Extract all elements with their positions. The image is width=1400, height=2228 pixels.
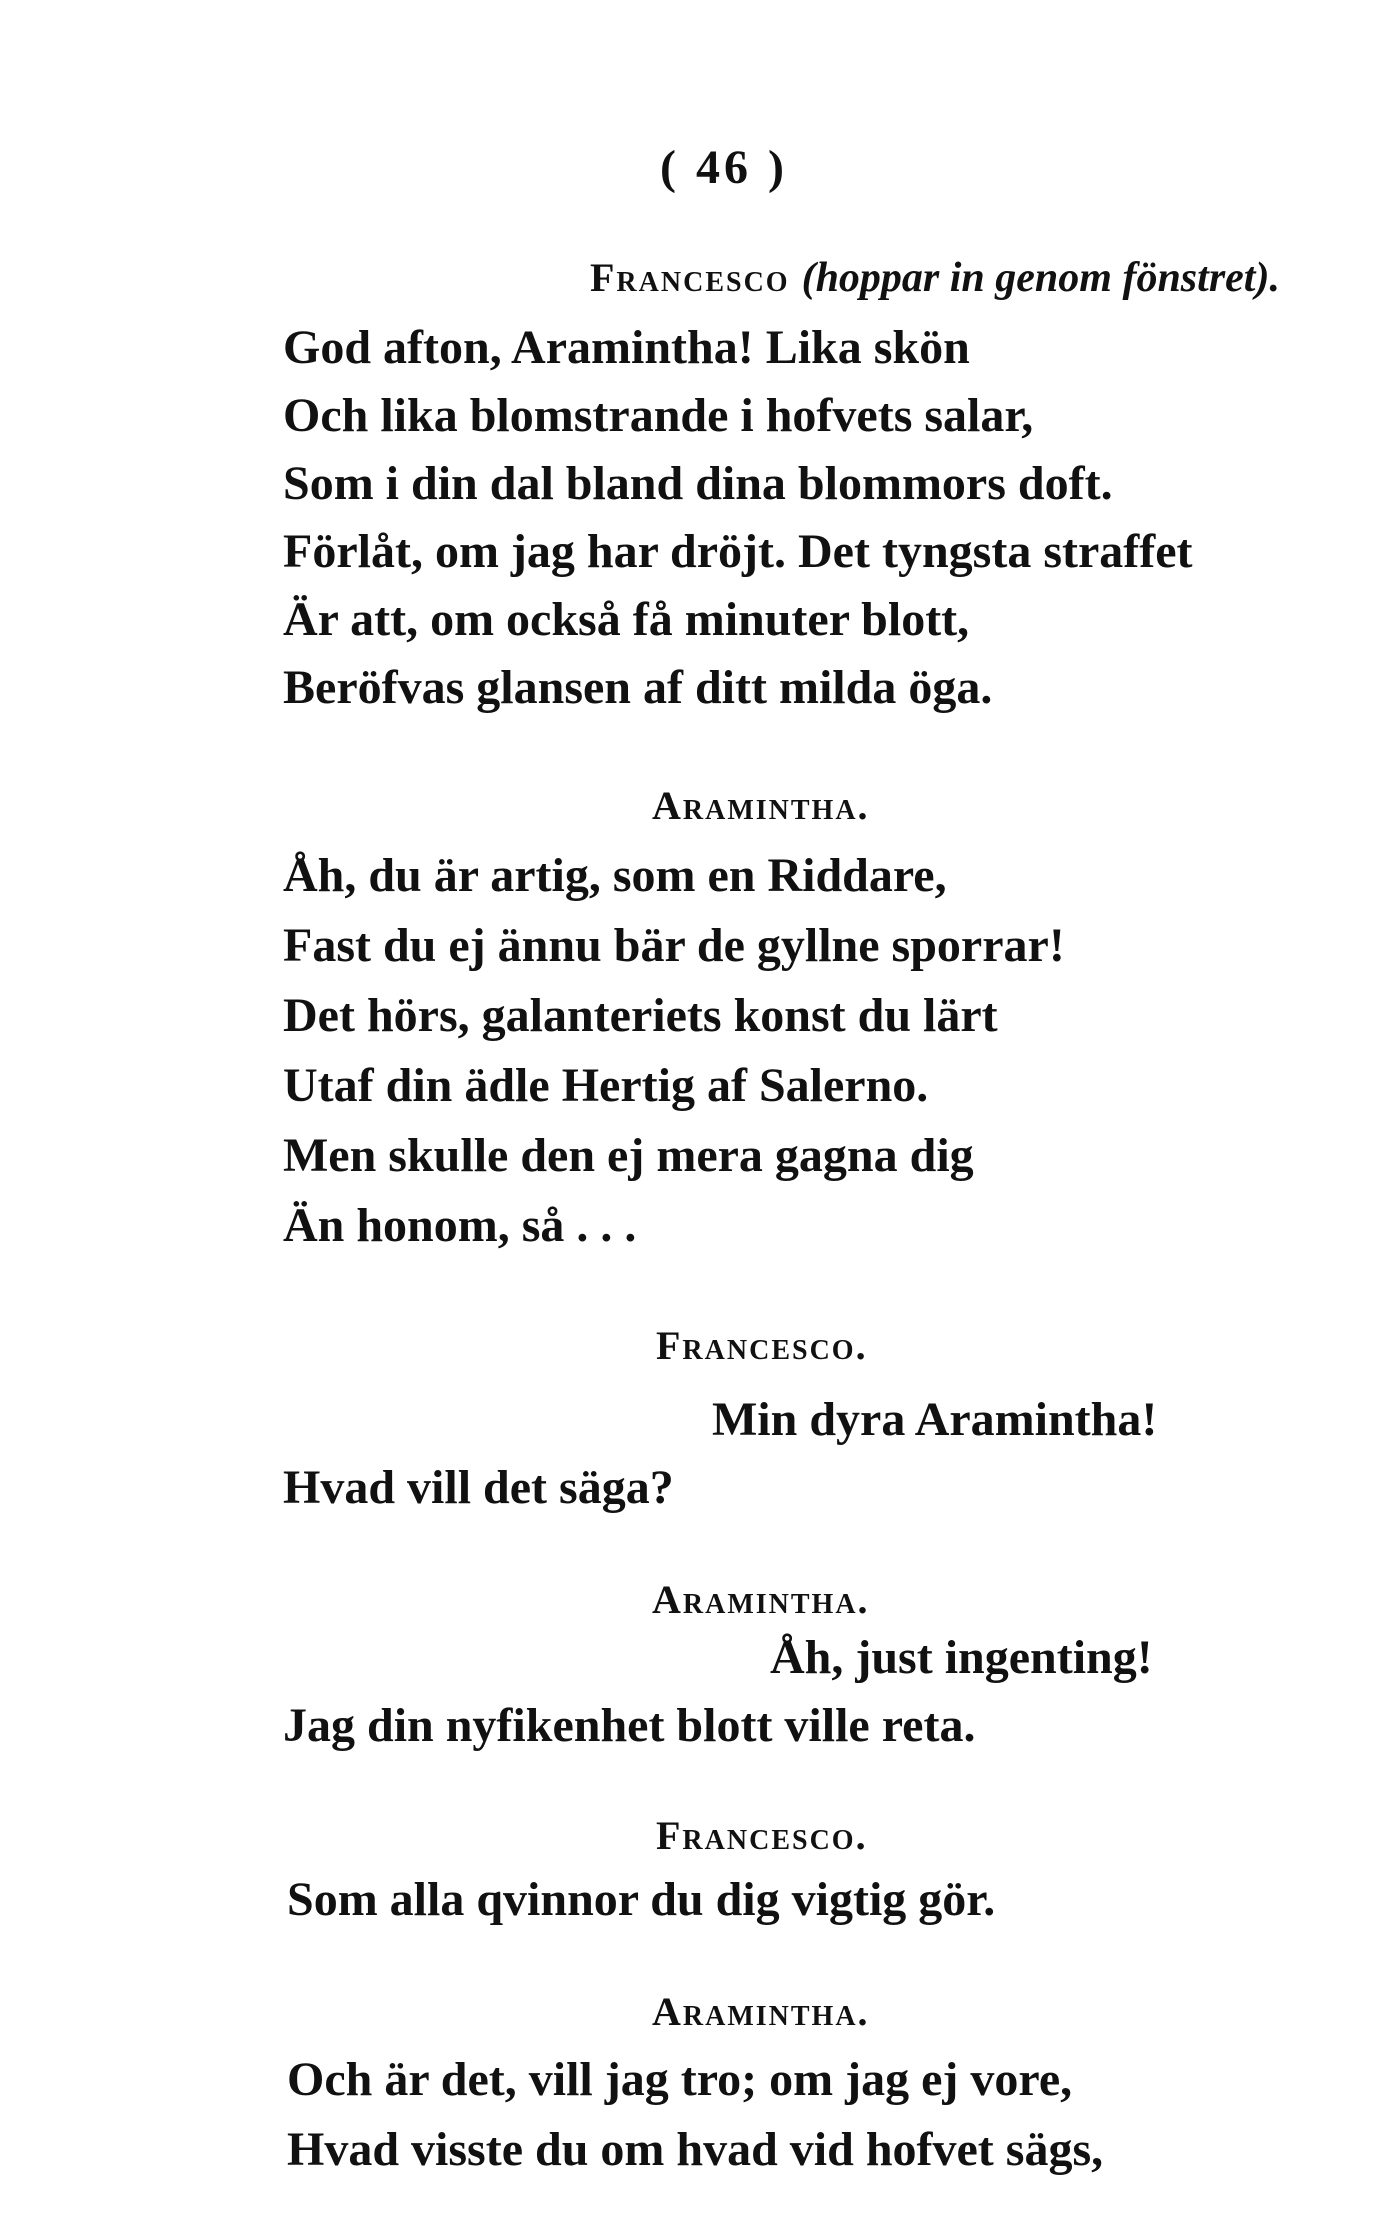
verse-line: Som i din dal bland dina blommors doft. [283, 457, 1113, 510]
verse-line: Hvad visste du om hvad vid hofvet sägs, [287, 2123, 1104, 2176]
stage-direction: (hoppar in genom fönstret). [801, 255, 1280, 301]
speaker-name: Araminthа. [652, 1577, 870, 1622]
speaker-name: Francesco [590, 255, 790, 300]
verse-line: Åh, du är artig, som en Riddare, [283, 849, 947, 902]
verse-line: Beröfvas glansen af ditt milda öga. [283, 661, 993, 714]
verse-line: Är att, om också få minuter blott, [283, 593, 970, 646]
verse-line: Hvad vill det säga? [283, 1461, 674, 1514]
speaker-name: Francesco. [656, 1323, 868, 1368]
verse-line: Utaf din ädle Hertig af Salerno. [283, 1059, 929, 1112]
page-number: ( 46 ) [660, 141, 788, 194]
verse-line: Åh, just ingenting! [770, 1631, 1153, 1684]
verse-line: Och är det, vill jag tro; om jag ej vore, [287, 2053, 1073, 2106]
verse-line: God afton, Araminthа! Lika skön [283, 321, 970, 374]
speaker-name: Araminthа. [652, 1989, 870, 2034]
verse-line: Jag din nyfikenhet blott ville reta. [283, 1699, 976, 1752]
verse-line: Men skulle den ej mera gagna dig [283, 1129, 974, 1182]
verse-line: Det hörs, galanteriets konst du lärt [283, 989, 998, 1042]
speaker-name: Francesco. [656, 1813, 868, 1858]
verse-line: Fast du ej ännu bär de gyllne sporrar! [283, 919, 1065, 972]
verse-line: Förlåt, om jag har dröjt. Det tyngsta straffet [283, 525, 1193, 578]
speaker-name: Araminthа. [652, 783, 870, 828]
verse-line: Min dyra Araminthа! [712, 1393, 1158, 1446]
verse-line: Än honom, så . . . [283, 1199, 637, 1252]
verse-line: Och lika blomstrande i hofvets salar, [283, 389, 1034, 442]
verse-line: Som alla qvinnor du dig vigtig gör. [287, 1873, 996, 1926]
speaker-heading [590, 248, 1280, 308]
